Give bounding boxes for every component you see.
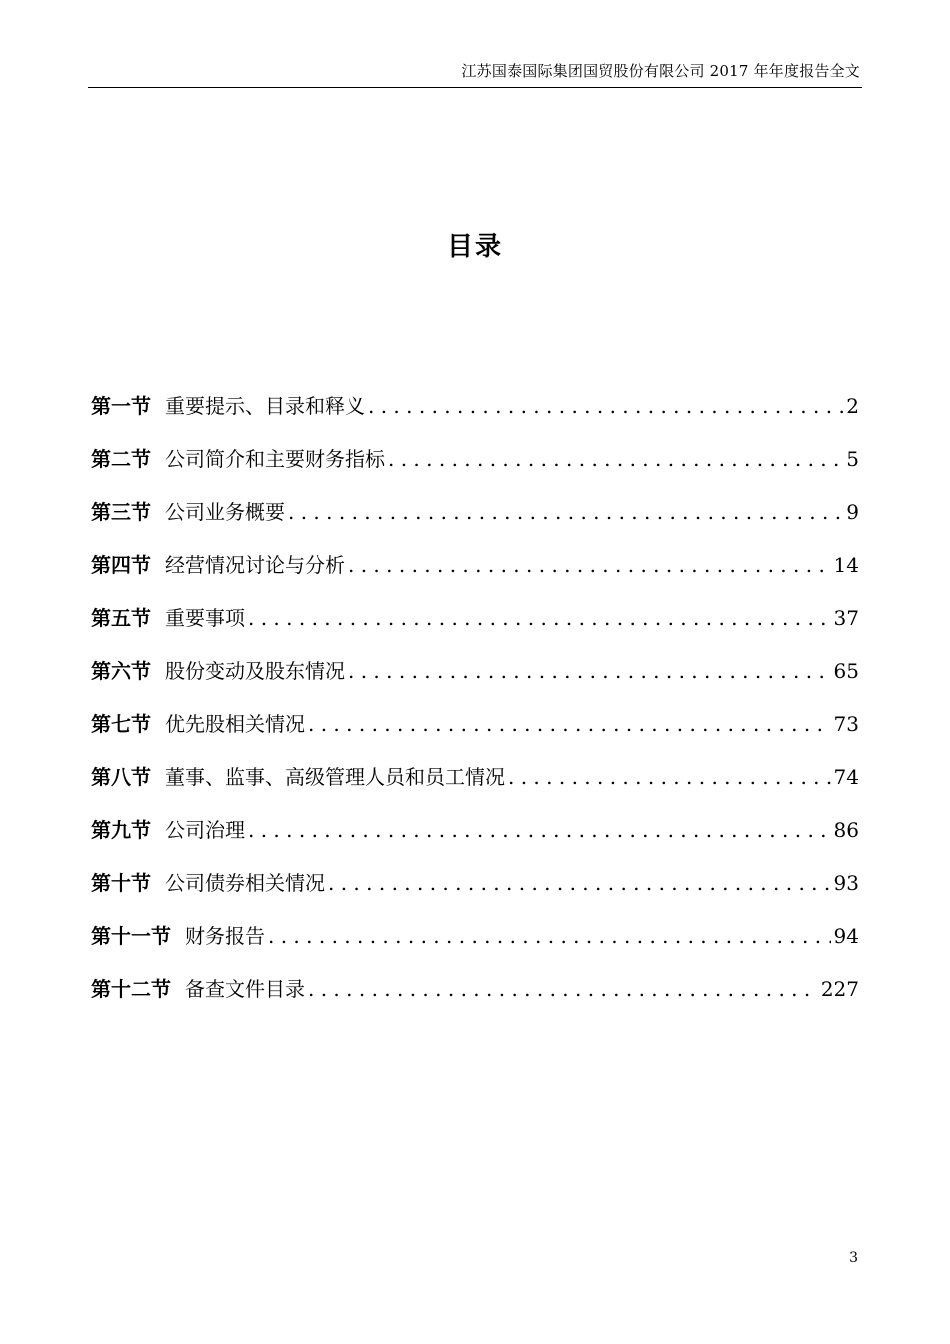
toc-section-title: 公司简介和主要财务指标: [165, 447, 385, 471]
toc-item[interactable]: [91, 809, 859, 862]
toc-section-number: 第八节: [91, 765, 151, 789]
toc-section-number: 第四节: [91, 553, 151, 577]
toc-section-title: 重要提示、目录和释义: [165, 394, 365, 418]
toc-dot-leader: [268, 915, 831, 957]
toc-dot-leader: [388, 438, 843, 480]
toc-page-number: 94: [833, 924, 859, 948]
toc-item[interactable]: [91, 438, 859, 491]
toc-item[interactable]: [91, 544, 859, 597]
page-header: [88, 58, 862, 88]
toc-section-title: 备查文件目录: [185, 977, 305, 1001]
toc-section-number: 第九节: [91, 818, 151, 842]
toc-section-number: 第十二节: [91, 977, 171, 1001]
toc-dot-leader: [248, 597, 831, 639]
page-title: 目录: [446, 232, 503, 262]
toc-page-number: 74: [833, 765, 859, 789]
toc-page-number: 37: [833, 606, 859, 630]
toc-item[interactable]: [91, 968, 859, 1021]
toc-item[interactable]: [91, 650, 859, 703]
toc-section-title: 财务报告: [185, 924, 265, 948]
toc-item[interactable]: [91, 491, 859, 544]
toc-item[interactable]: [91, 756, 859, 809]
toc-section-title: 董事、监事、高级管理人员和员工情况: [165, 765, 505, 789]
toc-item[interactable]: [91, 915, 859, 968]
toc-section-number: 第一节: [91, 394, 151, 418]
toc-section-number: 第二节: [91, 447, 151, 471]
toc-section-title: 优先股相关情况: [165, 712, 305, 736]
toc-section-title: 股份变动及股东情况: [165, 659, 345, 683]
toc-page-number: 5: [846, 447, 859, 471]
toc-section-number: 第七节: [91, 712, 151, 736]
toc-dot-leader: [348, 650, 831, 692]
toc-dot-leader: [288, 491, 843, 533]
toc-dot-leader: [328, 862, 831, 904]
toc-section-title: 经营情况讨论与分析: [165, 553, 345, 577]
toc-section-title: 公司债券相关情况: [165, 871, 325, 895]
toc-item[interactable]: [91, 703, 859, 756]
toc-item[interactable]: [91, 385, 859, 438]
table-of-contents: [91, 385, 859, 1021]
toc-dot-leader: [248, 809, 831, 851]
toc-page-number: 9: [846, 500, 859, 524]
toc-page-number: 227: [820, 977, 859, 1001]
toc-item[interactable]: [91, 597, 859, 650]
toc-page-number: 65: [833, 659, 859, 683]
toc-section-title: 公司治理: [165, 818, 245, 842]
toc-page-number: 2: [846, 394, 859, 418]
toc-page-number: 93: [833, 871, 859, 895]
toc-section-number: 第三节: [91, 500, 151, 524]
header-text: 江苏国泰国际集团国贸股份有限公司 2017 年年度报告全文: [461, 62, 860, 80]
toc-section-title: 公司业务概要: [165, 500, 285, 524]
toc-section-number: 第十节: [91, 871, 151, 895]
toc-page-number: 86: [833, 818, 859, 842]
toc-section-number: 第五节: [91, 606, 151, 630]
toc-dot-leader: [368, 385, 843, 427]
toc-dot-leader: [308, 703, 831, 745]
toc-dot-leader: [348, 544, 831, 586]
toc-section-number: 第十一节: [91, 924, 171, 948]
toc-section-title: 重要事项: [165, 606, 245, 630]
toc-section-number: 第六节: [91, 659, 151, 683]
toc-dot-leader: [308, 968, 818, 1010]
toc-page-number: 14: [833, 553, 859, 577]
footer-page-number: 3: [849, 1250, 858, 1266]
toc-page-number: 73: [833, 712, 859, 736]
toc-item[interactable]: [91, 862, 859, 915]
toc-dot-leader: [508, 756, 831, 798]
